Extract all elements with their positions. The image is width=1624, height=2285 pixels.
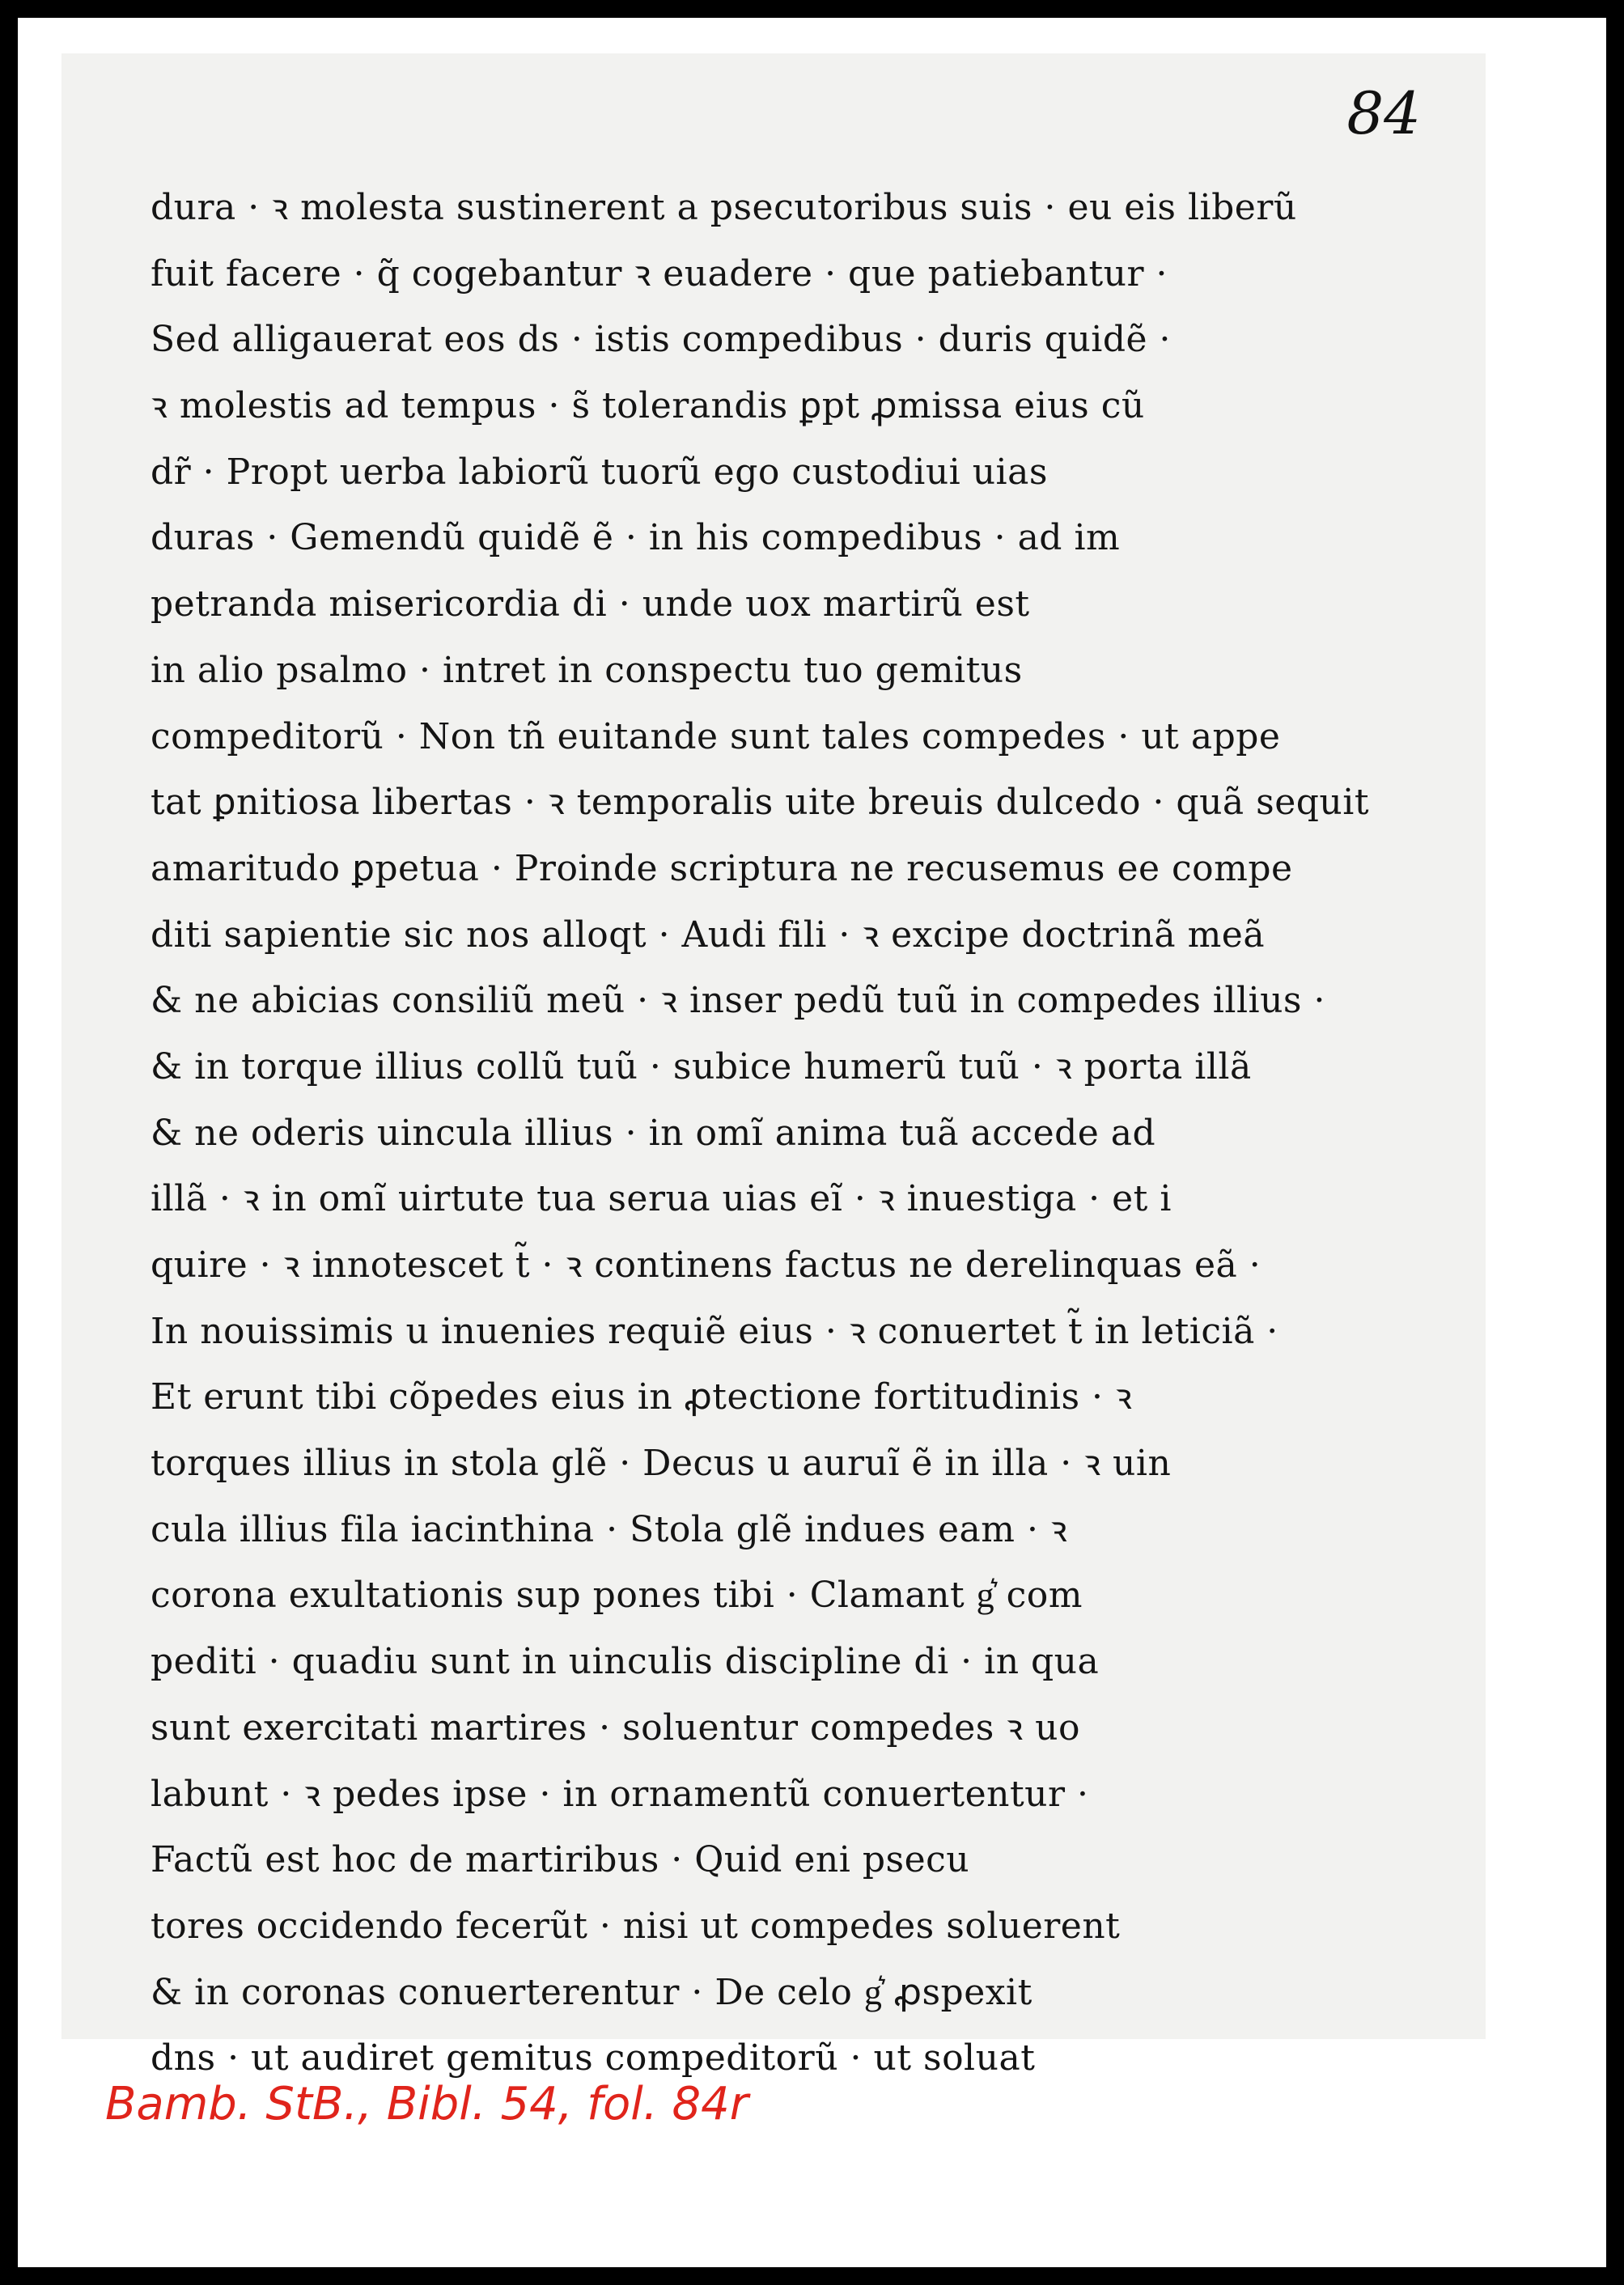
text-line: duras · Gemendũ quidẽ ẽ · in his compedibus · ad im bbox=[151, 517, 1121, 559]
text-line: ꝛ molestis ad tempus · s̃ tolerandis ꝑpt ꝓmissa eius cũ bbox=[151, 385, 1145, 427]
folio-number: 84 bbox=[1346, 79, 1421, 147]
text-line: labunt · ꝛ pedes ipse · in ornamentũ conuertentur · bbox=[151, 1773, 1089, 1815]
text-line: torques illius in stola glẽ · Decus u auruĩ ẽ in illa · ꝛ uin bbox=[151, 1443, 1172, 1485]
text-line: tores occidendo fecerũt · nisi ut compedes soluerent bbox=[151, 1905, 1121, 1947]
text-line: dr̃ · Propt uerba labiorũ tuorũ ego custodiui uias bbox=[151, 451, 1048, 493]
text-line: & in torque illius collũ tuũ · subice humerũ tuũ · ꝛ porta illã bbox=[151, 1045, 1252, 1087]
text-line: & in coronas conuerterentur · De celo g͛ ꝓspexit bbox=[151, 1971, 1032, 2013]
text-line: Factũ est hoc de martiribus · Quid eni psecu bbox=[151, 1839, 970, 1881]
text-line: sunt exercitati martires · soluentur compedes ꝛ uo bbox=[151, 1706, 1080, 1749]
text-line: pediti · quadiu sunt in uinculis discipline di · in qua bbox=[151, 1641, 1100, 1683]
text-line: dura · ꝛ molesta sustinerent a psecutoribus suis · eu eis liberũ bbox=[151, 187, 1297, 228]
text-line: fuit facere · q̃ cogebantur ꝛ euadere · que patiebantur · bbox=[151, 252, 1168, 295]
text-line: In nouissimis u inuenies requiẽ eius · ꝛ conuertet t̃ in leticiã · bbox=[151, 1310, 1278, 1352]
text-line: illã · ꝛ in omĩ uirtute tua serua uias eĩ · ꝛ inuestiga · et i bbox=[151, 1178, 1172, 1220]
text-line: Sed alligauerat eos ds · istis compedibus · duris quidẽ · bbox=[151, 319, 1172, 361]
text-line: petranda misericordia di · unde uox martirũ est bbox=[151, 583, 1030, 625]
text-line: quire · ꝛ innotescet t̃ · ꝛ continens factus ne derelinquas eã · bbox=[151, 1244, 1261, 1286]
text-line: corona exultationis sup pones tibi · Clamant g͛ com bbox=[151, 1575, 1083, 1617]
text-line: cula illius fila iacinthina · Stola glẽ indues eam · ꝛ bbox=[151, 1508, 1068, 1550]
manuscript-text bbox=[151, 175, 1413, 2092]
text-line: Et erunt tibi cõpedes eius in ꝓtectione fortitudinis · ꝛ bbox=[151, 1376, 1133, 1418]
text-line: dns · ut audiret gemitus compeditorũ · ut soluat bbox=[151, 2037, 1036, 2079]
text-line: amaritudo ꝑpetua · Proinde scriptura ne recusemus ee compe bbox=[151, 847, 1293, 889]
text-line: in alio psalmo · intret in conspectu tuo gemitus bbox=[151, 649, 1023, 691]
text-line: compeditorũ · Non tñ euitande sunt tales compedes · ut appe bbox=[151, 715, 1281, 757]
text-line: diti sapientie sic nos alloqt · Audi fili · ꝛ excipe doctrinã meã bbox=[151, 914, 1266, 956]
text-line: & ne oderis uincula illius · in omĩ anima tuã accede ad bbox=[151, 1112, 1156, 1154]
text-line: & ne abicias consiliũ meũ · ꝛ inser pedũ tuũ in compedes illius · bbox=[151, 980, 1325, 1022]
shelfmark-caption: Bamb. StB., Bibl. 54, fol. 84r bbox=[105, 2078, 748, 2130]
manuscript-page bbox=[61, 53, 1486, 2079]
text-line: tat ꝑnitiosa libertas · ꝛ temporalis uite breuis dulcedo · quã sequit bbox=[151, 782, 1370, 824]
